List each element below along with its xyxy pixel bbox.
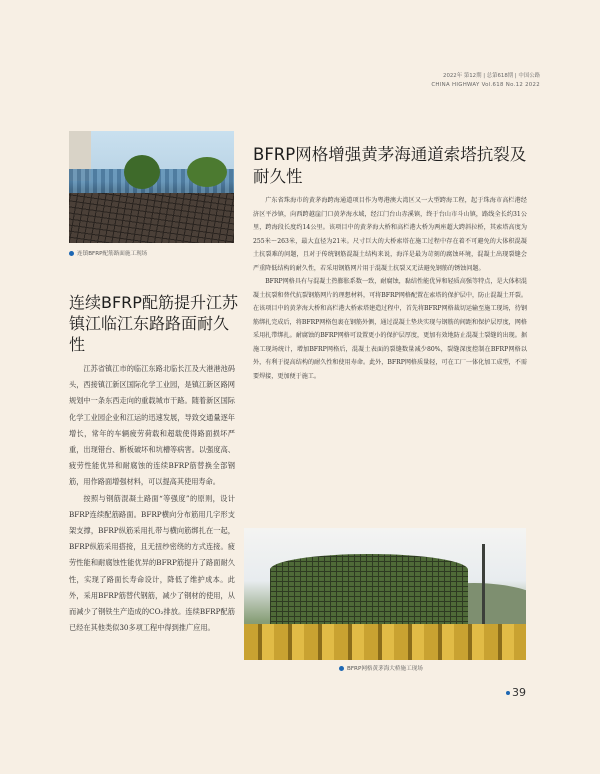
page-number: 39 — [506, 686, 526, 699]
paragraph: 按照与钢筋混凝土路面“等强度”的原则，设计BFRP连续配筋路面。BFRP横向分布筋用几字形支架支撑，BFRP纵筋采用扎带与横向筋绑扎在一起，BFRP纵筋采用搭接，且无扭纱密绕的方式连接。疲劳性能和耐腐蚀性能优异的BFRP筋提升了路面耐久性，实现了路面长寿命设计，降低了维护成本。此外，采用BFRP筋替代钢筋，减少了钢材的使用，从而减少了钢铁生产造成的CO₂排放。连续BFRP配筋已经在其他类似30多项工程中得到推广应用。 — [69, 493, 235, 633]
masthead-english: CHINA HIGHWAY Vol.618 No.12 2022 — [431, 82, 540, 88]
left-article-title: 连续BFRP配筋提升江苏镇江临江东路路面耐久性 — [69, 293, 238, 354]
bridge-tower-photo — [244, 528, 526, 660]
masthead — [431, 72, 540, 90]
road-construction-photo — [69, 131, 234, 243]
right-article-body — [253, 194, 527, 383]
left-article-body — [69, 361, 235, 636]
right-article-title: BFRP网格增强黄茅海通道索塔抗裂及耐久性 — [253, 145, 527, 186]
paragraph: 广东省珠海市的黄茅海跨海通道项目作为粤港澳大湾区又一大型跨海工程，起于珠海市高栏港经济区平沙镇，向西跨越崖门口黄茅海水域，经江门台山赤溪镇，终于台山市斗山镇，路线全长约31公里，跨海段长度约14公里。该项目中的黄茅海大桥和高栏港大桥为两座超大跨斜拉桥，其索塔高度为255米～263米，最大直径为21米。尺寸巨大的大桥索塔在施工过程中存在着不可避免的大体积混凝土抗裂难的问题，且对于传统钢筋混凝土结构来说，海洋是最为苛刻的腐蚀环境，混凝土出现裂缝会严重降低结构的耐久性，若采用钢筋网片用于混凝土抗裂又无法避免钢筋的锈蚀问题。 — [253, 197, 527, 272]
page-marker-icon — [506, 691, 510, 695]
left-photo-caption: 连镇BFRP配筋路面施工现场 — [69, 249, 147, 257]
caption-bullet-icon — [339, 666, 344, 671]
paragraph: 江苏省镇江市的临江东路北临长江及大港港池码头，西接镇江新区国际化学工业园，是镇江新区路网规划中一条东西走向的重载城市干路。随着新区国际化学工业园企业和江运的迅速发展，导致交通量逐年增长，常年的车辆疲劳荷载和超载使得路面损坏严重，出现错台、断板破坏和坑槽等病害。以强度高、疲劳性能优异和耐腐蚀的连续BFRP筋替换全部钢筋，用作路面增强材料，可以提高其使用寿命。 — [69, 364, 235, 487]
masthead-issue: 2022年 第12期 | 总第618期 | 中国公路 — [443, 73, 540, 79]
right-photo-caption: BFRP网格黄茅海大桥施工现场 — [339, 664, 423, 672]
caption-bullet-icon — [69, 251, 74, 256]
paragraph: BFRP网格具有与混凝土热膨胀系数一致，耐腐蚀，黏结性能优异和轻质高强等特点，是大体积混凝土抗裂和替代抗裂钢筋网片的理想材料，可将BFRP网格配置在索塔的保护层中，防止混凝土开裂。在该项目中的黄茅海大桥和高栏港大桥索塔建造过程中，首先将BFRP网格裁切运输至施工现场，待钢筋绑扎完成后，将BFRP网格包裹在钢筋外侧，通过混凝土垫块实现与钢筋的间距和保护层厚度，网格采用扎带绑扎。耐腐蚀的BFRP网格可设置更小的保护层厚度，更加有效地防止混凝土裂缝的出现。据施工现场统计，增加BFRP网格后，混凝土表面的裂缝数量减少80%，裂缝深度控制在BFRP网格以外，有利于提高结构的耐久性和使用寿命。此外，BFRP网格质量轻，可在工厂一体化加工成型，不需要焊接，更加便于施工。 — [253, 278, 527, 380]
